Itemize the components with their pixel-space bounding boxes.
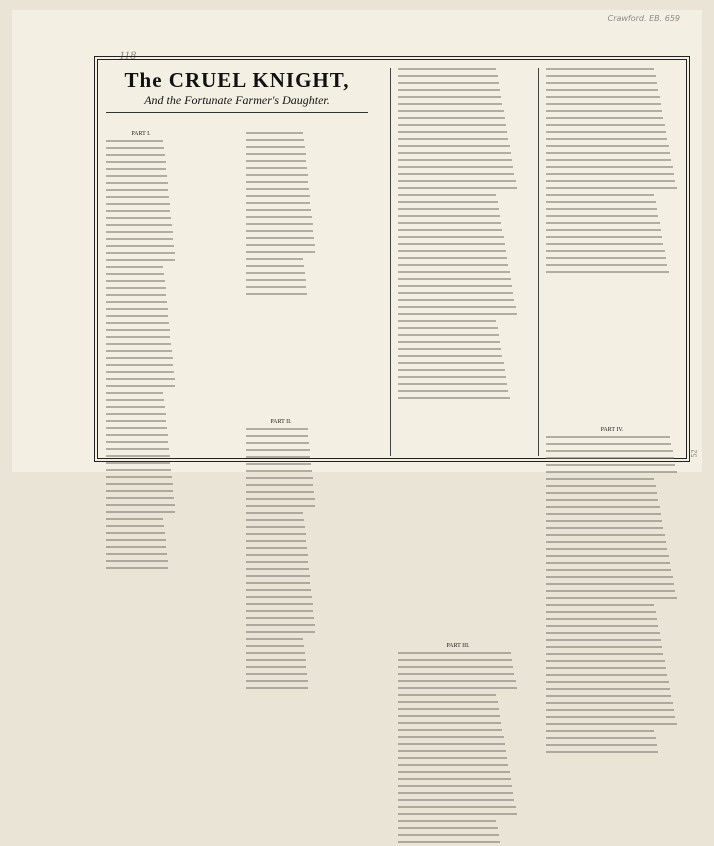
text-line (546, 159, 671, 164)
text-line (398, 834, 499, 839)
text-line (546, 674, 667, 679)
text-line (398, 376, 506, 381)
text-line (106, 441, 168, 446)
text-line (246, 512, 303, 517)
text-line (546, 187, 677, 192)
text-line (246, 491, 314, 496)
text-line (546, 527, 663, 532)
text-line (106, 399, 164, 404)
text-line (246, 216, 312, 221)
text-line (546, 180, 675, 185)
text-line (398, 666, 513, 671)
text-line (246, 596, 312, 601)
text-line (398, 778, 511, 783)
text-line (246, 181, 308, 186)
text-line (546, 660, 665, 665)
text-line (106, 532, 165, 537)
text-line (398, 327, 498, 332)
text-line (546, 744, 657, 749)
text-line (246, 540, 306, 545)
text-line (246, 526, 305, 531)
text-line (398, 215, 500, 220)
side-number: 52 (689, 449, 699, 458)
text-line (246, 272, 305, 277)
text-line (398, 257, 507, 262)
text-line (398, 96, 501, 101)
text-line (106, 469, 171, 474)
text-line (106, 154, 165, 159)
text-line (106, 294, 166, 299)
text-line (398, 250, 506, 255)
text-line (398, 299, 514, 304)
text-line (546, 82, 657, 87)
text-line (546, 590, 675, 595)
text-line (398, 673, 514, 678)
text-line (398, 369, 505, 374)
text-line (546, 569, 671, 574)
text-line (546, 716, 675, 721)
text-line (546, 173, 674, 178)
page-subtitle: And the Fortunate Farmer's Daughter. (144, 93, 330, 107)
text-line (546, 604, 654, 609)
text-line (546, 520, 662, 525)
text-line (246, 533, 306, 538)
text-line (106, 329, 170, 334)
text-line (246, 174, 308, 179)
text-line (398, 736, 504, 741)
text-line (546, 201, 656, 206)
text-line (398, 806, 516, 811)
text-line (246, 505, 315, 510)
text-line (246, 244, 315, 249)
text-line (246, 237, 314, 242)
text-line (106, 490, 173, 495)
column-separator (538, 68, 539, 456)
text-line (246, 680, 308, 685)
text-line (106, 343, 171, 348)
text-line (246, 666, 306, 671)
text-line (246, 286, 306, 291)
text-line (106, 280, 165, 285)
text-line (546, 688, 670, 693)
text-line (398, 355, 502, 360)
text-line (398, 652, 511, 657)
sheet (12, 10, 702, 649)
title-rule (106, 112, 368, 113)
text-line (546, 611, 656, 616)
text-column-1 (106, 130, 176, 572)
text-line (398, 292, 513, 297)
text-line (246, 223, 313, 228)
text-line (546, 639, 661, 644)
text-line (546, 436, 670, 441)
text-line (246, 547, 307, 552)
text-line (398, 701, 498, 706)
text-line (546, 723, 677, 728)
text-line (106, 273, 164, 278)
text-line (398, 208, 499, 213)
text-line (246, 617, 314, 622)
text-line (106, 546, 166, 551)
text-column-2 (246, 130, 316, 692)
text-line (546, 103, 661, 108)
text-line (106, 455, 170, 460)
handwritten-number: 118 (119, 48, 137, 62)
text-line (106, 161, 166, 166)
text-line (398, 285, 512, 290)
text-line (106, 189, 168, 194)
text-line (246, 568, 309, 573)
text-line (106, 525, 164, 530)
text-line (106, 413, 166, 418)
text-line (246, 265, 304, 270)
text-line (246, 463, 311, 468)
text-line (398, 306, 516, 311)
text-line (106, 175, 167, 180)
text-line (398, 334, 499, 339)
text-line (398, 383, 507, 388)
text-line (398, 82, 499, 87)
frame-inner (97, 59, 687, 649)
text-line (398, 117, 505, 122)
text-line (546, 534, 665, 539)
text-line (106, 315, 168, 320)
text-line (246, 519, 304, 524)
text-line (398, 729, 502, 734)
text-line (246, 603, 313, 608)
text-line (106, 371, 174, 376)
text-line (546, 194, 654, 199)
text-line (546, 124, 665, 129)
text-line (246, 624, 315, 629)
text-line (546, 229, 661, 234)
text-line (246, 230, 313, 235)
text-line (546, 583, 674, 588)
text-line (246, 456, 310, 461)
text-line (398, 194, 496, 199)
text-line (398, 348, 501, 353)
text-line (398, 757, 507, 762)
text-line (106, 553, 167, 558)
text-line (106, 497, 174, 502)
text-line (246, 132, 303, 137)
text-line (546, 250, 665, 255)
text-line (106, 336, 170, 341)
text-line (546, 222, 660, 227)
text-line (398, 110, 504, 115)
text-line (106, 511, 175, 516)
text-line (398, 362, 504, 367)
text-line (546, 576, 673, 581)
text-line (398, 187, 517, 192)
text-line (106, 168, 166, 173)
text-line (398, 820, 496, 825)
text-line (246, 638, 303, 643)
text-line (398, 841, 500, 846)
text-line (546, 166, 673, 171)
part-label: PART I. (131, 131, 151, 137)
text-line (398, 827, 498, 832)
text-line (546, 131, 666, 136)
text-line (398, 124, 506, 129)
text-line (546, 257, 666, 262)
text-line (106, 434, 168, 439)
text-line (398, 390, 508, 395)
text-line (546, 695, 671, 700)
text-line (546, 138, 667, 143)
text-line (106, 238, 173, 243)
text-line (106, 231, 173, 236)
column-separator (390, 68, 391, 456)
text-line (546, 513, 661, 518)
text-line (246, 160, 306, 165)
text-line (546, 117, 663, 122)
text-line (106, 266, 163, 271)
text-line (398, 764, 508, 769)
text-line (246, 673, 307, 678)
text-line (546, 541, 666, 546)
text-line (546, 152, 670, 157)
text-line (106, 406, 165, 411)
text-line (398, 659, 512, 664)
text-line (246, 209, 311, 214)
text-line (106, 385, 175, 390)
text-line (546, 667, 666, 672)
text-line (398, 75, 498, 80)
text-line (398, 687, 517, 692)
text-line (546, 555, 669, 560)
text-line (546, 264, 667, 269)
text-line (106, 483, 173, 488)
text-line (546, 443, 671, 448)
text-line (106, 392, 163, 397)
text-line (106, 224, 172, 229)
text-line (398, 138, 508, 143)
text-line (246, 498, 315, 503)
text-line (398, 89, 500, 94)
text-line (246, 195, 310, 200)
text-line (246, 449, 310, 454)
text-line (398, 750, 506, 755)
text-line (106, 504, 175, 509)
text-line (106, 217, 171, 222)
text-line (246, 687, 308, 692)
text-line (106, 252, 175, 257)
text-line (398, 792, 513, 797)
text-line (106, 301, 167, 306)
text-line (106, 518, 163, 523)
text-line (106, 196, 169, 201)
text-line (398, 785, 512, 790)
text-line (398, 271, 510, 276)
text-line (106, 420, 166, 425)
text-line (546, 471, 677, 476)
text-line (106, 322, 169, 327)
text-line (246, 554, 308, 559)
text-line (246, 202, 310, 207)
text-line (546, 464, 675, 469)
text-line (546, 646, 662, 651)
text-line (398, 159, 512, 164)
text-line (546, 485, 656, 490)
text-line (398, 68, 496, 73)
text-line (106, 364, 173, 369)
page-title: The CRUEL KNIGHT, (124, 68, 350, 92)
text-line (398, 680, 516, 685)
text-line (546, 89, 658, 94)
text-line (398, 180, 516, 185)
text-line (546, 96, 660, 101)
text-line (398, 222, 501, 227)
part-label: PART IV. (600, 427, 624, 433)
text-line (546, 215, 658, 220)
text-line (106, 203, 170, 208)
text-line (106, 210, 170, 215)
text-line (398, 722, 501, 727)
text-line (246, 188, 309, 193)
text-line (398, 313, 517, 318)
text-line (546, 737, 656, 742)
text-line (546, 653, 663, 658)
text-line (106, 427, 167, 432)
text-line (106, 560, 168, 565)
text-line (546, 548, 667, 553)
text-line (106, 287, 166, 292)
text-line (546, 681, 669, 686)
text-line (398, 341, 500, 346)
text-line (398, 201, 498, 206)
catalog-mark: Crawford. EB. 659 (607, 14, 680, 23)
text-line (106, 357, 173, 362)
text-line (546, 236, 662, 241)
text-line (106, 378, 175, 383)
text-line (398, 152, 511, 157)
text-line (398, 320, 496, 325)
text-line (546, 506, 660, 511)
text-column-4 (546, 66, 678, 756)
text-line (246, 146, 305, 151)
text-line (246, 139, 304, 144)
text-line (106, 182, 168, 187)
text-line (398, 397, 510, 402)
text-line (246, 442, 309, 447)
text-line (546, 208, 657, 213)
text-line (246, 251, 315, 256)
text-line (246, 652, 305, 657)
text-line (246, 610, 313, 615)
text-line (106, 147, 164, 152)
text-line (398, 715, 500, 720)
text-line (546, 110, 662, 115)
text-line (546, 450, 673, 455)
text-line (246, 582, 310, 587)
text-line (546, 68, 654, 73)
text-line (398, 173, 514, 178)
text-line (246, 435, 308, 440)
text-line (246, 428, 308, 433)
text-line (246, 293, 307, 298)
text-line (398, 243, 505, 248)
text-line (546, 597, 677, 602)
part-label: PART II. (270, 419, 292, 425)
text-column-3 (398, 66, 518, 846)
text-line (246, 470, 312, 475)
text-line (106, 350, 172, 355)
text-line (398, 145, 510, 150)
text-line (106, 245, 174, 250)
text-line (246, 258, 303, 263)
text-line (398, 264, 508, 269)
text-line (246, 659, 306, 664)
text-line (398, 131, 507, 136)
text-line (106, 140, 163, 145)
text-line (546, 709, 674, 714)
text-line (398, 771, 510, 776)
text-line (398, 813, 517, 818)
text-line (546, 492, 657, 497)
text-line (546, 457, 674, 462)
text-line (546, 562, 670, 567)
text-line (246, 575, 310, 580)
text-line (546, 751, 658, 756)
text-line (398, 103, 502, 108)
text-line (246, 645, 304, 650)
text-line (246, 153, 306, 158)
text-line (398, 694, 496, 699)
text-line (246, 167, 307, 172)
text-line (246, 279, 306, 284)
text-line (546, 478, 654, 483)
text-line (546, 271, 669, 276)
text-line (106, 476, 172, 481)
text-line (398, 708, 499, 713)
text-line (546, 243, 663, 248)
text-line (106, 308, 168, 313)
text-line (246, 631, 315, 636)
text-line (546, 625, 658, 630)
text-line (246, 484, 313, 489)
text-line (246, 561, 308, 566)
text-line (398, 799, 514, 804)
text-line (398, 229, 502, 234)
text-line (546, 730, 654, 735)
text-line (546, 145, 669, 150)
text-line (546, 702, 673, 707)
text-line (546, 75, 656, 80)
text-line (246, 589, 311, 594)
text-line (398, 236, 504, 241)
text-line (398, 278, 511, 283)
text-line (106, 259, 175, 264)
text-line (398, 743, 505, 748)
text-line (546, 499, 658, 504)
text-line (106, 539, 166, 544)
text-line (398, 166, 513, 171)
text-line (106, 448, 169, 453)
text-line (546, 618, 657, 623)
text-line (106, 567, 168, 572)
part-label: PART III. (446, 643, 470, 649)
text-line (546, 632, 660, 637)
text-line (106, 462, 170, 467)
broadside-frame (94, 56, 690, 649)
